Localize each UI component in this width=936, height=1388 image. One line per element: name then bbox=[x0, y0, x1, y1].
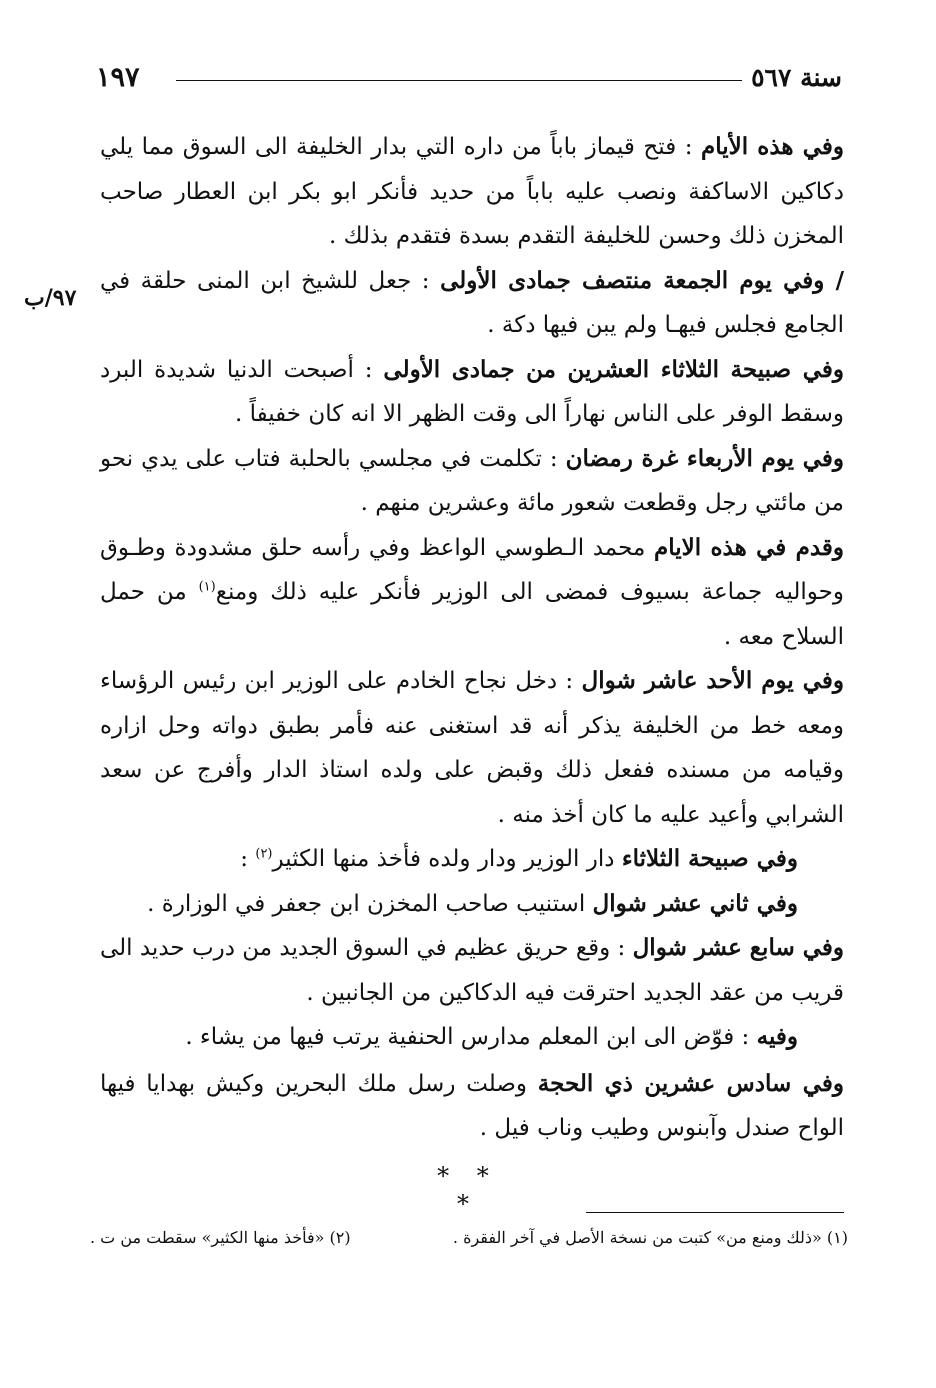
footnote-ref: (١) bbox=[198, 579, 216, 595]
paragraph-lead: وفيه bbox=[756, 1023, 798, 1050]
main-text bbox=[100, 125, 844, 1151]
paragraph-text: : تكلمت في مجلسي بالحلبة فتاب على يدي نحو من مائتي رجل وقطعت شعور مائة وعشرين منهم . bbox=[100, 445, 844, 516]
footnote-1: (١) «ذلك ومنع من» كتبت من نسخة الأصل في آخر الفقرة . bbox=[452, 1228, 848, 1247]
paragraph-lead: وفي هذه الأيام bbox=[700, 133, 845, 160]
paragraph-lead: وقدم في هذه الايام bbox=[653, 533, 845, 561]
paragraph bbox=[100, 125, 844, 259]
page-number: ١٩٧ bbox=[96, 62, 140, 93]
paragraph bbox=[100, 837, 844, 882]
paragraph bbox=[100, 348, 844, 437]
paragraph-text: دار الوزير ودار ولده فأخذ منها الكثير bbox=[272, 846, 615, 872]
paragraph bbox=[100, 1015, 844, 1060]
year-label: سنة ٥٦٧ bbox=[751, 63, 842, 92]
paragraph-text: : أصبحت الدنيا شديدة البرد وسقط الوفر على الناس نهاراً الى وقت الظهر الا انه كان خفيفاً . bbox=[100, 356, 844, 427]
footnotes bbox=[90, 1222, 848, 1254]
paragraph-lead: وفي صبيحة الثلاثاء العشرين من جمادى الأولى bbox=[383, 355, 844, 383]
paragraph-text: : وقع حريق عظيم في السوق الجديد من درب حديد الى قريب من عقد الجديد احترقت فيه الدكاكين من الجانبين . bbox=[99, 935, 844, 1006]
paragraph-lead: وفي يوم الأحد عاشر شوال bbox=[581, 667, 844, 694]
paragraph-tail: من حمل السلاح معه . bbox=[100, 579, 844, 650]
paragraph bbox=[100, 526, 844, 660]
paragraph bbox=[100, 926, 844, 1015]
page-header bbox=[96, 58, 842, 98]
manuscript-folio-note: ٩٧/ب bbox=[24, 285, 77, 311]
paragraph bbox=[100, 882, 844, 927]
paragraph-lead: وفي سادس عشرين ذي الحجة bbox=[537, 1069, 844, 1097]
paragraph-lead: وفي ثاني عشر شوال bbox=[592, 889, 798, 917]
paragraph-text: : جعل للشيخ ابن المنى حلقة في الجامع فجلس فيهـا ولم يبن فيها دكة . bbox=[100, 267, 844, 338]
paragraph-text: : فوّض الى ابن المعلم مدارس الحنفية يرتب فيها من يشاء . bbox=[185, 1024, 750, 1050]
paragraph-text: استنيب صاحب المخزن ابن جعفر في الوزارة . bbox=[147, 890, 586, 917]
footnote-rule bbox=[586, 1212, 844, 1213]
paragraph-lead: / وفي يوم الجمعة منتصف جمادى الأولى bbox=[440, 266, 845, 294]
paragraph bbox=[100, 659, 844, 837]
paragraph-tail: : bbox=[240, 846, 249, 872]
header-rule bbox=[176, 80, 742, 81]
section-separator: * * * bbox=[437, 1162, 499, 1218]
paragraph-lead: وفي صبيحة الثلاثاء bbox=[621, 845, 798, 872]
paragraph-text: : دخل نجاح الخادم على الوزير ابن رئيس الرؤساء ومعه خط من الخليفة يذكر أنه قد استغنى عنه فأمر بطبق دواته وحل ازاره وقيامه من مسنده ففعل ذلك وقبض على ولده استاذ الدار وأفرج عن سعد الشرابي وأعيد عليه ما كان أخذ منه . bbox=[100, 668, 844, 828]
paragraph-text: وصلت رسل ملك البحرين وكيش بهدايا فيها الواح صندل وآبنوس وطيب وناب فيل . bbox=[100, 1070, 844, 1141]
paragraph bbox=[100, 437, 844, 526]
paragraph-text: محمد الـطوسي الواعظ وفي رأسه حلق مشدودة وطـوق وحواليه جماعة بسيوف فمضى الى الوزير فأنكر عليه ذلك ومنع bbox=[100, 534, 844, 605]
paragraph-text: : فتح قيماز باباً من داره التي بدار الخليفة الى السوق مما يلي دكاكين الاساكفة ونصب عليه باباً من حديد فأنكر ابو بكر ابن العطار صاحب المخزن ذلك وحسن للخليفة التقدم بسدة فتقدم بذلك . bbox=[100, 134, 844, 249]
paragraph-lead: وفي سابع عشر شوال bbox=[632, 934, 844, 961]
footnote-2: (٢) «فأخذ منها الكثير» سقطت من ت . bbox=[90, 1228, 351, 1247]
footnote-ref: (٢) bbox=[255, 846, 273, 862]
paragraph bbox=[100, 259, 844, 348]
paragraph-lead: وفي يوم الأربعاء غرة رمضان bbox=[565, 444, 844, 472]
paragraph bbox=[100, 1062, 844, 1151]
